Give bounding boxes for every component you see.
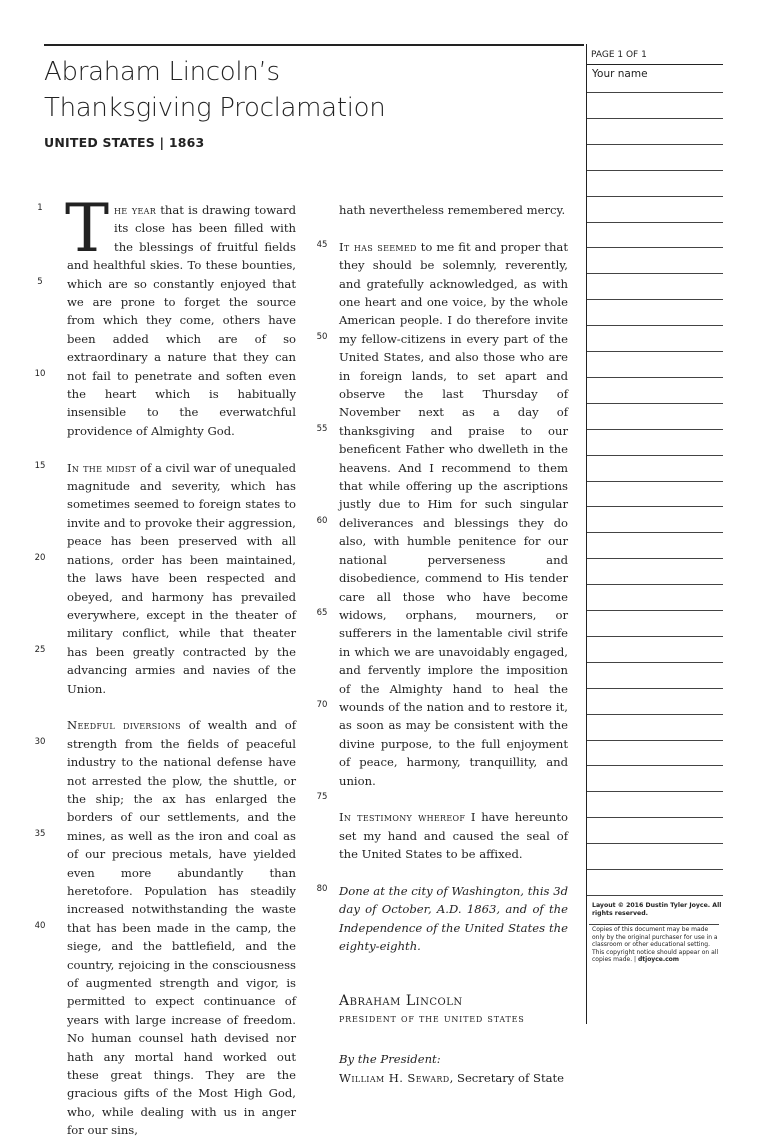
ruled-line[interactable] xyxy=(587,92,723,93)
line-number: 5 xyxy=(37,276,43,287)
ruled-line[interactable] xyxy=(587,222,723,223)
copyright-rule xyxy=(589,924,719,925)
line-number: 20 xyxy=(34,552,46,563)
paragraph-5-text: I have hereunto set my hand and caused the seal of the United States to be affixed. xyxy=(339,810,568,862)
paragraph-3-continued: hath nevertheless remembered mercy. xyxy=(339,203,566,217)
paragraph-3-text: of wealth and of strength from the fields of peaceful industry to the national defense have not arrested the plow, the shuttle, or the ship; the ax has enlarged the borders of our settlements, and the mines, as well as the iron and coal as of our precious metals, have yielded even more abundantly than heretofore. Population has steadily increased notwithstanding the waste that has been made in the camp, the siege, and the battlefield, and the country, rejoicing in the consciousness of augmented strength and vigor, is permitted to expect continuance of years with large increase of freedom. No human counsel hath devised nor hath any mortal hand worked out these great things. They are the gracious gifts of the Most High God, who, while dealing with us in anger for our sins, xyxy=(67,718,296,1138)
ruled-line[interactable] xyxy=(587,144,723,145)
paragraph-2-lead: In the midst xyxy=(67,460,137,475)
subtitle: UNITED STATES | 1863 xyxy=(44,135,205,150)
top-rule xyxy=(44,44,584,46)
countersignature xyxy=(339,1069,568,1087)
page-label: PAGE 1 OF 1 xyxy=(591,50,647,60)
page-label-rule xyxy=(587,64,723,65)
ruled-line[interactable] xyxy=(587,325,723,326)
text-column-left xyxy=(65,190,296,1140)
paragraph-1 xyxy=(65,190,296,440)
line-number: 30 xyxy=(34,736,46,747)
dateline: Done at the city of Washington, this 3d day of October, A.D. 1863, and of the Independence of the United States the eighty-eighth. xyxy=(339,883,568,954)
name-field-label: Your name xyxy=(592,68,648,80)
ruled-line[interactable] xyxy=(587,791,723,792)
page-title xyxy=(44,54,574,126)
line-number: 70 xyxy=(316,699,328,710)
line-number: 60 xyxy=(316,515,328,526)
by-the-president: By the President: xyxy=(339,1052,441,1067)
text-column-right xyxy=(339,201,568,1087)
ruled-line[interactable] xyxy=(587,481,723,482)
line-number: 15 xyxy=(34,460,46,471)
title-line-2: Thanksgiving Proclamation xyxy=(44,93,386,123)
line-number: 45 xyxy=(316,239,328,250)
line-number: 25 xyxy=(34,644,46,655)
paragraph-4-lead: It has seemed xyxy=(339,239,417,254)
notes-column xyxy=(586,44,723,1024)
line-number: 35 xyxy=(34,828,46,839)
ruled-line[interactable] xyxy=(587,895,723,896)
ruled-line[interactable] xyxy=(587,247,723,248)
line-number: 75 xyxy=(316,791,328,802)
copyright-link[interactable]: dtjoyce.com xyxy=(637,956,680,964)
paragraph-3 xyxy=(67,716,296,1139)
countersignature-title: , Secretary of State xyxy=(449,1070,565,1085)
line-number: 1 xyxy=(37,203,43,213)
ruled-line[interactable] xyxy=(587,532,723,533)
title-line-1: Abraham Lincoln’s xyxy=(44,57,280,87)
ruled-line[interactable] xyxy=(587,688,723,689)
countersignature-name: William H. Seward xyxy=(339,1070,450,1085)
line-number: 55 xyxy=(316,423,328,434)
line-number: 65 xyxy=(316,607,328,618)
ruled-line[interactable] xyxy=(587,118,723,119)
paragraph-2 xyxy=(67,459,296,698)
paragraph-2-text: of a civil war of unequaled magnitude and severity, which has sometimes seemed to foreign states to invite and to provoke their aggression, peace has been preserved with all nations, order has been maintained, the laws have been respected and obeyed, and harmony has prevailed everywhere, except in the theater of military conflict, while that theater has been greatly contracted by the advancing armies and navies of the Union. xyxy=(67,460,296,696)
ruled-line[interactable] xyxy=(587,740,723,741)
ruled-line[interactable] xyxy=(587,662,723,663)
paragraph-1-lead: he year xyxy=(114,203,157,217)
ruled-line[interactable] xyxy=(587,714,723,715)
ruled-line[interactable] xyxy=(587,403,723,404)
drop-cap: T xyxy=(65,190,110,267)
copyright-title xyxy=(592,902,722,919)
copyright-body-text: Copies of this document may be made only by the original purchaser for use in a classroom or other educational setting. This copyright notice should appear on all copies made. xyxy=(592,926,719,964)
ruled-line[interactable] xyxy=(587,610,723,611)
signature-block xyxy=(339,992,568,1088)
paragraph-4-text: to me fit and proper that they should be solemnly, reverently, and gratefully acknowledged, as with one heart and one voice, by the whole American people. I do therefore invite my fellow-citizens in every part of the United States, and also those who are in foreign lands, to set apart and observe the last Thursday of November next as a day of thanksgiving and praise to our beneficent Father who dwelleth in the heavens. And I recommend to them that while offering up the ascriptions justly due to Him for such singular deliverances and blessings they do also, with humble penitence for our national perverseness and disobedience, commend to His tender care all those who have become widows, orphans, mourners, or sufferers in the lamentable civil strife in which we are unavoidably engaged, and fervently implore the imposition of the Almighty hand to heal the wounds of the nation and to restore it, as soon as may be consistent with the divine purpose, to the full enjoyment of peace, harmony, tranquillity, and union. xyxy=(339,239,568,788)
ruled-line[interactable] xyxy=(587,584,723,585)
ruled-line[interactable] xyxy=(587,455,723,456)
ruled-line[interactable] xyxy=(587,196,723,197)
ruled-line[interactable] xyxy=(587,299,723,300)
paragraph-1-text: that is drawing toward its close has been filled with the blessings of fruitful fields and healthful skies. To these bounties, which are so constantly enjoyed that we are prone to forget the source from which they come, others have been added which are of so extraordinary a nature that they can not fail to penetrate and soften even the heart which is habitually insensible to the everwatchful providence of Almighty God. xyxy=(67,203,296,438)
ruled-line[interactable] xyxy=(587,506,723,507)
copyright-title-text: Layout © 2016 Dustin Tyler Joyce. All rights reserved. xyxy=(592,902,722,918)
ruled-line[interactable] xyxy=(587,170,723,171)
ruled-line[interactable] xyxy=(587,765,723,766)
copyright-notice: Copies of this document may be made only by the original purchaser for use in a classroom or other educational setting. This copyright notice should appear on all copies made. | dtjoyce.com xyxy=(592,926,719,964)
paragraph-4 xyxy=(339,238,568,790)
paragraph-5 xyxy=(339,808,568,863)
line-number: 50 xyxy=(316,331,328,342)
ruled-line[interactable] xyxy=(587,351,723,352)
ruled-line[interactable] xyxy=(587,817,723,818)
paragraph-5-lead: In testimony whereof xyxy=(339,810,466,825)
ruled-line[interactable] xyxy=(587,429,723,430)
paragraph-3-lead: Needful diversions xyxy=(67,718,181,733)
ruled-line[interactable] xyxy=(587,273,723,274)
line-number: 80 xyxy=(316,883,328,894)
line-number: 40 xyxy=(34,920,46,931)
ruled-line[interactable] xyxy=(587,843,723,844)
ruled-line[interactable] xyxy=(587,636,723,637)
signature-title: president of the united states xyxy=(339,1012,525,1026)
signature-name: Abraham Lincoln xyxy=(339,992,463,1009)
line-number: 10 xyxy=(34,368,46,379)
ruled-line[interactable] xyxy=(587,869,723,870)
ruled-line[interactable] xyxy=(587,558,723,559)
ruled-line[interactable] xyxy=(587,377,723,378)
